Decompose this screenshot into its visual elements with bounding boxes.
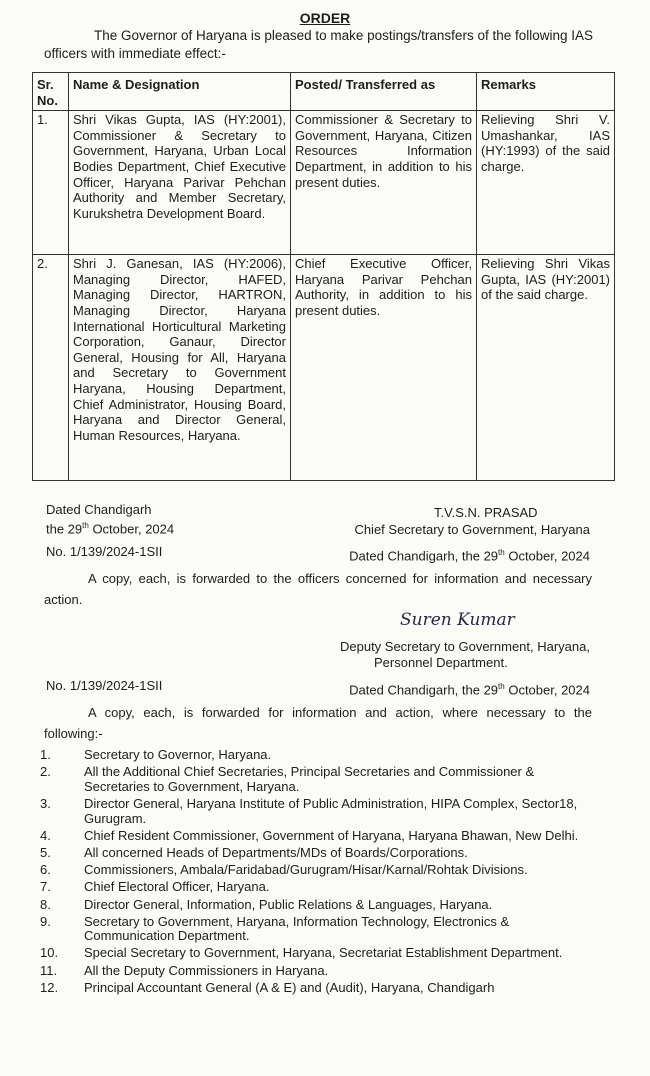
cell-remarks: Relieving Shri Vikas Gupta, IAS (HY:2001) of the said charge. xyxy=(477,255,615,481)
list-item xyxy=(40,946,590,961)
list-item-number: 9. xyxy=(40,913,51,929)
list-item-number: 7. xyxy=(40,879,51,895)
handwritten-signature: Suren Kumar xyxy=(400,610,515,630)
postings-table xyxy=(32,72,615,481)
copy-paragraph-1: A copy, each, is forwarded to the officers concerned for information and necessary action. xyxy=(44,571,592,607)
dated-left-line2 xyxy=(46,518,174,537)
signatory-name: T.V.S.N. PRASAD xyxy=(434,505,538,520)
list-item-number: 8. xyxy=(40,896,51,912)
order-title: ORDER xyxy=(299,10,351,26)
list-item-number: 6. xyxy=(40,862,51,878)
cell-sr: 1. xyxy=(33,111,69,255)
list-item-text: Special Secretary to Government, Haryana, Secretariat Establishment Department. xyxy=(84,945,563,961)
list-item xyxy=(40,880,590,895)
cell-posted: Chief Executive Officer, Haryana Parivar Pehchan Authority, in addition to his present duties. xyxy=(291,255,477,481)
list-item xyxy=(40,981,590,996)
list-item-number: 3. xyxy=(40,795,51,811)
dated-right-2-pre: Dated Chandigarh, the 29 xyxy=(349,682,499,698)
list-item xyxy=(40,846,590,861)
dated-left-sup: th xyxy=(82,521,89,530)
cell-name: Shri J. Ganesan, IAS (HY:2006), Managing Director, HAFED, Managing Director, HARTRON, Managing Director, Haryana International Horticultural Marketing Corporation, Ganaur, Director General, Housing for All, Haryana and Secretary to Government Haryana, Housing Department, Chief Administrator, Housing Board, Haryana and Director General, Human Resources, Haryana. xyxy=(69,255,291,481)
order-number-1: No. 1/139/2024-1SII xyxy=(46,544,163,559)
deputy-secretary-dept: Personnel Department. xyxy=(374,655,508,670)
dated-right-2 xyxy=(349,679,590,698)
distribution-list xyxy=(40,748,590,998)
col-header-name: Name & Designation xyxy=(69,73,291,111)
dated-right-1-post: October, 2024 xyxy=(504,548,590,564)
dated-left-line1: Dated Chandigarh xyxy=(46,502,152,517)
list-item-number: 5. xyxy=(40,844,51,860)
list-item xyxy=(40,829,590,844)
dated-right-2-sup: th xyxy=(498,682,505,691)
dated-left-day: the 29 xyxy=(46,521,83,537)
list-item-number: 11. xyxy=(40,962,58,978)
list-item-text: All the Additional Chief Secretaries, Principal Secretaries and Commissioner & Secretaries to Government, Haryana. xyxy=(84,764,535,794)
intro-paragraph xyxy=(44,27,610,63)
dated-right-1-pre: Dated Chandigarh, the 29 xyxy=(349,548,499,564)
list-item-text: All concerned Heads of Departments/MDs of Boards/Corporations. xyxy=(84,844,468,860)
cell-posted: Commissioner & Secretary to Government, Haryana, Citizen Resources Information Department, in addition to his present duties. xyxy=(291,111,477,255)
dated-left-month: October, 2024 xyxy=(88,521,175,537)
list-item-number: 12. xyxy=(40,979,59,995)
table-row xyxy=(33,111,615,255)
list-item-number: 10. xyxy=(40,945,59,961)
col-header-posted: Posted/ Transferred as xyxy=(291,73,477,111)
list-item-number: 2. xyxy=(40,764,51,780)
list-item-text: Director General, Haryana Institute of Public Administration, HIPA Complex, Sector18, Gurugram. xyxy=(84,795,578,826)
list-item-text: Director General, Information, Public Relations & Languages, Haryana. xyxy=(84,896,493,912)
list-item-number: 4. xyxy=(40,827,51,843)
list-item-text: Chief Electoral Officer, Haryana. xyxy=(84,879,270,895)
list-item-number: 1. xyxy=(40,747,51,762)
list-item-text: Chief Resident Commissioner, Government of Haryana, Haryana Bhawan, New Delhi. xyxy=(84,827,579,843)
list-item-text: Commissioners, Ambala/Faridabad/Gurugram/Hisar/Karnal/Rohtak Divisions. xyxy=(84,862,528,878)
list-item xyxy=(40,765,590,794)
col-header-remarks: Remarks xyxy=(477,73,615,111)
list-item-text: Principal Accountant General (A & E) and (Audit), Haryana, Chandigarh xyxy=(84,979,495,995)
col-header-sr: Sr. No. xyxy=(33,73,69,111)
dated-right-1 xyxy=(349,545,590,564)
list-item xyxy=(40,797,590,826)
cell-remarks: Relieving Shri V. Umashankar, IAS (HY:1993) of the said charge. xyxy=(477,111,615,255)
list-item-text: Secretary to Government, Haryana, Information Technology, Electronics & Communication Department. xyxy=(84,913,510,944)
dated-right-1-sup: th xyxy=(498,548,505,557)
list-item xyxy=(40,898,590,913)
table-row xyxy=(33,255,615,481)
list-item-text: Secretary to Governor, Haryana. xyxy=(84,747,272,762)
list-item xyxy=(40,964,590,979)
cell-sr: 2. xyxy=(33,255,69,481)
list-item xyxy=(40,915,590,944)
cell-name: Shri Vikas Gupta, IAS (HY:2001), Commissioner & Secretary to Government, Haryana, Urban Local Bodies Department, Chief Executive Officer, Haryana Parivar Pehchan Authority and Member Secretary, Kurukshetra Development Board. xyxy=(69,111,291,255)
copy-paragraph-2: A copy, each, is forwarded for information and action, where necessary to the following:- xyxy=(44,705,592,741)
list-item xyxy=(40,863,590,878)
deputy-secretary-title: Deputy Secretary to Government, Haryana, xyxy=(339,639,590,654)
order-number-2: No. 1/139/2024-1SII xyxy=(46,678,163,693)
intro-text: The Governor of Haryana is pleased to make postings/transfers of the following IAS officers with immediate effect:- xyxy=(44,28,594,61)
list-item xyxy=(40,748,590,763)
table-header-row xyxy=(33,73,615,111)
dated-right-2-post: October, 2024 xyxy=(504,682,590,698)
signatory-title: Chief Secretary to Government, Haryana xyxy=(354,522,590,537)
list-item-text: All the Deputy Commissioners in Haryana. xyxy=(84,962,329,978)
